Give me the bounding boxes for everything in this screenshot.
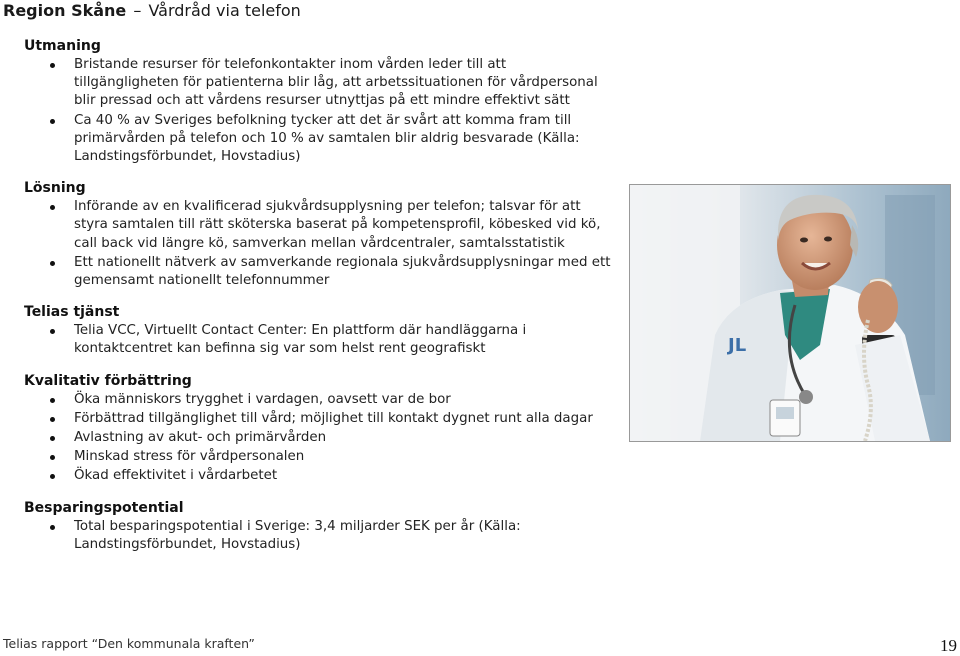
- page-number: 19: [940, 636, 957, 655]
- doctor-on-phone-photo: [629, 184, 951, 442]
- section-heading: Besparingspotential: [24, 499, 184, 516]
- section-kvalitativ-forbattring: [24, 373, 614, 486]
- section-heading: Lösning: [24, 180, 86, 197]
- bullet-item: Bristande resurser för telefonkontakter inom vården leder till att tillgängligheten för patienterna blir låg, att arbetssituationen för vårdpersonal blir pressad och att vårdens resurser utnyttjas på ett mindre effektivt sätt: [24, 56, 614, 111]
- section-heading: Kvalitativ förbättring: [24, 372, 192, 389]
- bullet-item: Total besparingspotential i Sverige: 3,4 miljarder SEK per år (Källa: Landstingsförbundet, Hovstadius): [24, 518, 614, 554]
- bullet-item: Öka människors trygghet i vardagen, oavsett var de bor: [24, 391, 614, 409]
- title-separator: –: [133, 1, 142, 20]
- bullet-item: Avlastning av akut- och primärvården: [24, 429, 614, 447]
- doctor-illustration: [630, 185, 950, 441]
- section-heading: Utmaning: [24, 38, 101, 54]
- section-telias-tjanst: [24, 304, 614, 358]
- case-content: [24, 38, 614, 568]
- bullet-item: Ett nationellt nätverk av samverkande regionala sjukvårdsupplysningar med ett gemensamt nationellt telefonnummer: [24, 254, 614, 290]
- coat-logo-text: JL: [728, 335, 747, 356]
- footer-text: Telias rapport “Den kommunala kraften”: [3, 636, 255, 651]
- bullet-item: Ökad effektivitet i vårdarbetet: [24, 467, 614, 485]
- bullet-item: Telia VCC, Virtuellt Contact Center: En plattform där handläggarna i kontaktcentret kan befinna sig var som helst rent geografiskt: [24, 322, 614, 358]
- section-heading: Telias tjänst: [24, 304, 120, 321]
- section-besparingspotential: [24, 500, 614, 554]
- bullet-item: Förbättrad tillgänglighet till vård; möjlighet till kontakt dygnet runt alla dagar: [24, 410, 614, 428]
- section-losning: [24, 180, 614, 290]
- bullet-item: Minskad stress för vårdpersonalen: [24, 448, 614, 466]
- section-utmaning: [24, 38, 614, 166]
- page-title: [3, 1, 301, 20]
- bullet-item: Ca 40 % av Sveriges befolkning tycker att det är svårt att komma fram till primärvården på telefon och 10 % av samtalen blir aldrig besvarade (Källa: Landstingsförbundet, Hovstadius): [24, 112, 614, 167]
- bullet-item: Införande av en kvalificerad sjukvårdsupplysning per telefon; talsvar för att styra samtalen till rätt sköterska baserat på kompetensprofil, köbesked vid kö, call back vid längre kö, samverkan mellan vårdcentraler, samtalsstatistik: [24, 198, 614, 253]
- org-name: Region Skåne: [3, 1, 127, 20]
- page-subtitle: Vårdråd via telefon: [148, 1, 301, 20]
